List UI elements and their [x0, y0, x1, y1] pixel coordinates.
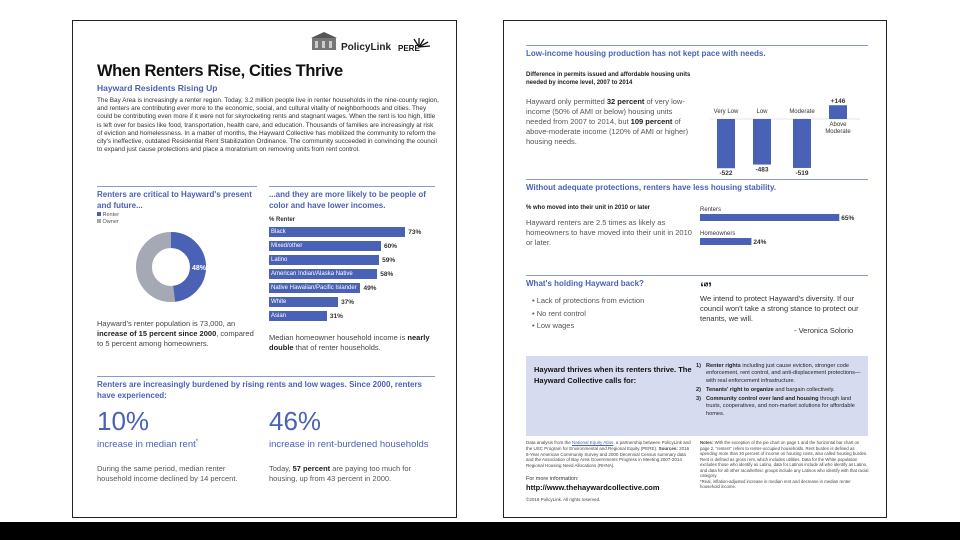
stat-median-rent-label	[97, 439, 198, 450]
stat-median-rent-label-text: increase in median rent	[97, 439, 196, 451]
permits-value-label: -483	[755, 166, 769, 174]
policylink-logo: PolicyLink	[341, 42, 392, 53]
permits-bar	[753, 119, 771, 165]
source-link[interactable]: National Equity Atlas	[572, 440, 614, 445]
permits-text-3: of above-moderate income (120% of AMI or higher) housing needs.	[526, 117, 689, 146]
income-text-part1: Median homeowner household income is	[269, 333, 408, 342]
race-bar-value: 31%	[329, 312, 343, 320]
permits-bar	[793, 119, 811, 168]
permits-category-label: Moderate	[825, 129, 851, 135]
moved-heading: % who moved into their unit in 2010 or later	[526, 205, 651, 211]
pere-logo-text: PERE	[398, 44, 420, 53]
race-bar-value: 73%	[408, 228, 422, 236]
protections-heading: Without adequate protections, renters have less housing stability.	[526, 183, 777, 192]
race-bar-label: White	[271, 298, 287, 305]
income-text-part2: that of renter households.	[293, 343, 381, 352]
stat-footnote-mark: *	[195, 439, 199, 445]
legend-renter-label: Renter	[102, 212, 120, 218]
source-part2: , a partnership between PolicyLink and the USC Program for Environmental and Regional Equity (PERE).	[526, 440, 691, 451]
legend-owner	[97, 219, 119, 225]
permits-bar	[717, 119, 735, 168]
renter-text-part1: Hayward's renter population is 73,000, an	[97, 319, 236, 328]
intro-paragraph: The Bay Area is increasingly a renter region. Today, 3.2 million people live in renter households in the nine-county region, and renters are contributing ever more to the economic, social, and cultural vitality of neighborhoods and cities. They could be contributing even more if it were not for skyrocketing rents and stagnant wages. When the rent is too high, little is left over for basics like food, transportation, health care, and education. Thousands of families are increasingly at risk of eviction and homelessness. In a matter of months, the Hayward Collective has mobilized the community to reform the city's ineffective, outdated Residential Rent Stabilization Ordinance. The community succeeded in convincing the council to expand just cause protections and place a moratorium on removing units from rent control.	[97, 97, 439, 154]
race-bar-value: 60%	[384, 242, 398, 250]
notes-star: *Real, inflation-adjusted increase in median rent and decrease in median renter household income.	[700, 478, 851, 489]
stat-median-rent-desc: During the same period, median renter household income declined by 14 percent.	[97, 464, 238, 483]
building-icon	[309, 30, 339, 52]
race-bar-value: 59%	[382, 256, 396, 264]
race-bar-chart	[269, 227, 439, 327]
callout-item-text: Renter rights including just cause eviction, stronger code enforcement, rent control, and anti-displacement protections—with real enforcement infrastructure.	[706, 363, 861, 384]
moved-text: Hayward renters are 2.5 times as likely as homeowners to have moved into their unit in 2010 or later.	[526, 218, 692, 247]
notes-bold: Notes:	[700, 440, 714, 445]
callout-title: Hayward thrives when its renters thrive. The Hayward Collective calls for:	[534, 365, 692, 385]
notes-text	[700, 440, 870, 490]
race-bar-value: 58%	[380, 270, 394, 278]
document-page-2	[503, 20, 887, 518]
stat-rent-burden-desc	[269, 464, 437, 484]
permits-category-label: Moderate	[789, 109, 815, 115]
legend-owner-swatch	[97, 219, 101, 223]
stat2-desc-part1: Today,	[269, 464, 293, 473]
stat-median-rent-value: 10%	[97, 406, 150, 436]
holding-list-item: • Low wages	[532, 321, 575, 330]
page-subtitle: Hayward Residents Rising Up	[97, 83, 218, 93]
moved-category-label: Homeowners	[700, 231, 736, 237]
race-bar-label: Latino	[271, 256, 288, 263]
income-text-bold: nearly double	[269, 333, 430, 352]
pere-logo-mark	[309, 30, 339, 52]
permits-text-2: of very low-income (50% of AMI or below) housing units needed from 2007 to 2014, but	[526, 97, 685, 126]
permits-category-label: Above	[829, 122, 847, 128]
moved-bar-chart	[700, 204, 880, 254]
callout-item-text: Community control over land and housing through land trusts, cooperatives, and non-market solutions for affordable homes.	[706, 396, 855, 417]
renters-heading: Renters are critical to Hayward's present and future...	[97, 190, 252, 210]
race-bar-value: 49%	[363, 284, 377, 292]
moved-value-label: 24%	[753, 239, 767, 246]
stat2-desc-bold: 57 percent	[292, 464, 331, 473]
callout-item-number: 1)	[696, 363, 701, 369]
race-bar-label: Asian	[271, 312, 287, 319]
document-page-1	[72, 20, 457, 518]
income-text	[269, 333, 439, 353]
people-heading: ...and they are more likely to be people of color and have lower incomes.	[269, 190, 426, 210]
bottom-black-bar	[0, 522, 960, 540]
page-title: When Renters Rise, Cities Thrive	[97, 62, 343, 80]
callout-list	[696, 363, 864, 420]
callout-list-item	[696, 363, 864, 385]
legend-renter	[97, 212, 119, 218]
source-bold: Sources:	[658, 445, 678, 451]
holding-list-item: • Lack of protections from eviction	[532, 296, 645, 305]
race-bar-label: Black	[271, 228, 286, 235]
renter-text-part2: , compared to 5 percent among homeowners.	[97, 329, 254, 348]
burden-heading: Renters are increasingly burdened by rising rents and low wages. Since 2000, renters have experienced:	[97, 380, 423, 400]
race-bar-label: Native Hawaiian/Pacific Islander	[271, 284, 357, 291]
permits-text	[526, 97, 696, 147]
quote-author: - Veronica Solorio	[794, 326, 854, 335]
permits-category-label: Low	[756, 109, 768, 115]
source-part1: Data analysis from the	[526, 440, 573, 445]
moved-value-label: 65%	[841, 215, 855, 222]
stat2-desc-part2: are paying too much for housing, up from 43 percent in 2000.	[269, 464, 412, 483]
race-bar-value: 37%	[341, 298, 355, 306]
stat-rent-burden-value: 46%	[269, 406, 322, 436]
race-bar	[269, 227, 405, 237]
moved-bar	[700, 238, 751, 245]
source-part3: 2016 5-Year American Community Survey and 2000 Decennial Census summary data and the Association of Bay Area Governments Progress in Meeting 2007-2014 Regional Housing Need Allocations (RHNA).	[526, 445, 690, 469]
pct-renter-label: % Renter	[269, 217, 296, 223]
callout-list-item	[696, 396, 864, 418]
quote-text: We intend to protect Hayward's diversity. If our council won't take a strong stance to protect our tenants, we will.	[700, 294, 859, 323]
more-info-label: For more information:	[526, 476, 579, 482]
permits-bar	[829, 105, 847, 119]
stat-rent-burden-label: increase in rent-burdened households	[269, 439, 429, 450]
donut-renter-label: 48%	[192, 265, 207, 272]
production-heading: Low-income housing production has not kept pace with needs.	[526, 49, 766, 58]
renter-text-bold: increase of 15 percent since 2000	[97, 329, 217, 338]
race-bar-label: Mixed/other	[271, 242, 303, 249]
legend-owner-label: Owner	[102, 219, 119, 225]
callout-item-number: 3)	[696, 396, 701, 403]
renter-population-text	[97, 319, 259, 349]
moved-bar	[700, 214, 839, 221]
permits-bold-1: 32 percent	[606, 97, 645, 106]
permits-value-label: +146	[830, 98, 846, 106]
permits-bold-2: 109 percent	[630, 117, 673, 126]
legend-renter-swatch	[97, 212, 101, 216]
holding-list	[532, 295, 692, 333]
permits-category-label: Very Low	[713, 109, 739, 115]
callout-list-item	[696, 387, 864, 394]
holding-heading: What's holding Hayward back?	[526, 279, 644, 288]
tenure-donut-chart	[131, 227, 211, 307]
quote-mark-icon: “”	[700, 279, 710, 295]
permits-bar-chart	[700, 71, 880, 178]
callout-box	[526, 356, 868, 436]
permits-value-label: -519	[795, 169, 809, 177]
callout-item-number: 2)	[696, 386, 701, 393]
sources-text	[526, 440, 692, 469]
permits-text-1: Hayward only permitted	[526, 97, 607, 106]
permits-value-label: -522	[719, 170, 733, 178]
holding-list-item: • No rent control	[532, 308, 586, 318]
copyright-text: ©2018 PolicyLink. All rights reserved.	[526, 497, 601, 502]
notes-body: With the exception of the pie chart on page 1 and the horizontal bar chart on page 2, "renters" refers to renter-occupied households. Rent burden is defined as spending more than 30 percent of income on housing costs, also called housing burden. Rent is defined as gross rent, which includes utilities. Data for the White population excludes those who identify as Latino, data for Latinos include all who identify as Latino, and data for all other racial/ethnic groups include any Latinos who identify with that racial category.	[700, 440, 869, 478]
race-bar-label: American Indian/Alaska Native	[271, 270, 353, 277]
permits-heading: Difference in permits issued and affordable housing units needed by income level, 2007 to 2014	[526, 72, 691, 86]
callout-item-text: Tenants' right to organize and bargain collectively.	[706, 386, 835, 393]
website-link[interactable]: http://www.thehaywardcollective.com	[526, 483, 660, 492]
moved-category-label: Renters	[700, 207, 722, 213]
